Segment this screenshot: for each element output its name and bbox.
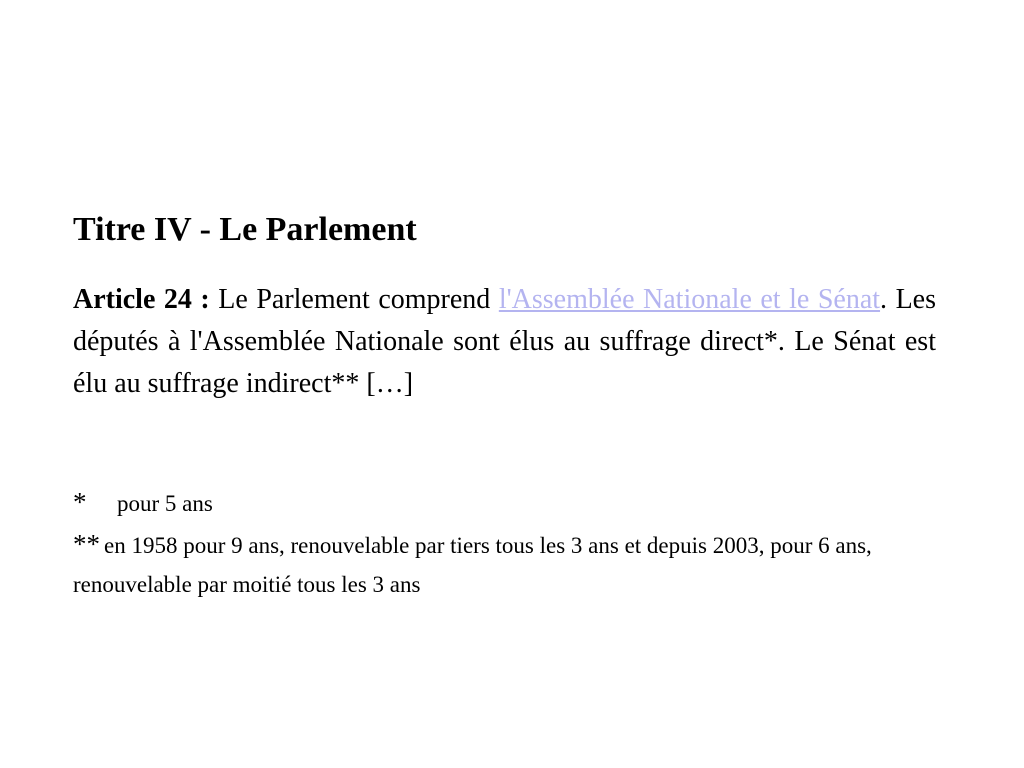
footnote-text: en 1958 pour 9 ans, renouvelable par tiers tous les 3 ans et depuis 2003, pour 6 ans, renouvelable par moitié tous les 3 ans [73, 533, 872, 597]
footnote-text: pour 5 ans [117, 491, 213, 516]
footnote-double-star [73, 526, 953, 606]
article-paragraph [73, 279, 936, 405]
article-text-before-link: Le Parlement comprend [218, 284, 491, 315]
footnote-marker: * [73, 487, 87, 517]
article-label: Article 24 : [73, 284, 210, 315]
footnote-marker: ** [73, 529, 100, 559]
article-text-after-link: . Les députés à l'Assemblée Nationale sont élus au suffrage direct*. Le Sénat est élu au suffrage indirect** […] [73, 284, 936, 399]
assemblee-senat-link[interactable]: l'Assemblée Nationale et le Sénat [498, 284, 881, 315]
page-title: Titre IV - Le Parlement [73, 211, 417, 248]
footnote-single-star [73, 484, 213, 525]
